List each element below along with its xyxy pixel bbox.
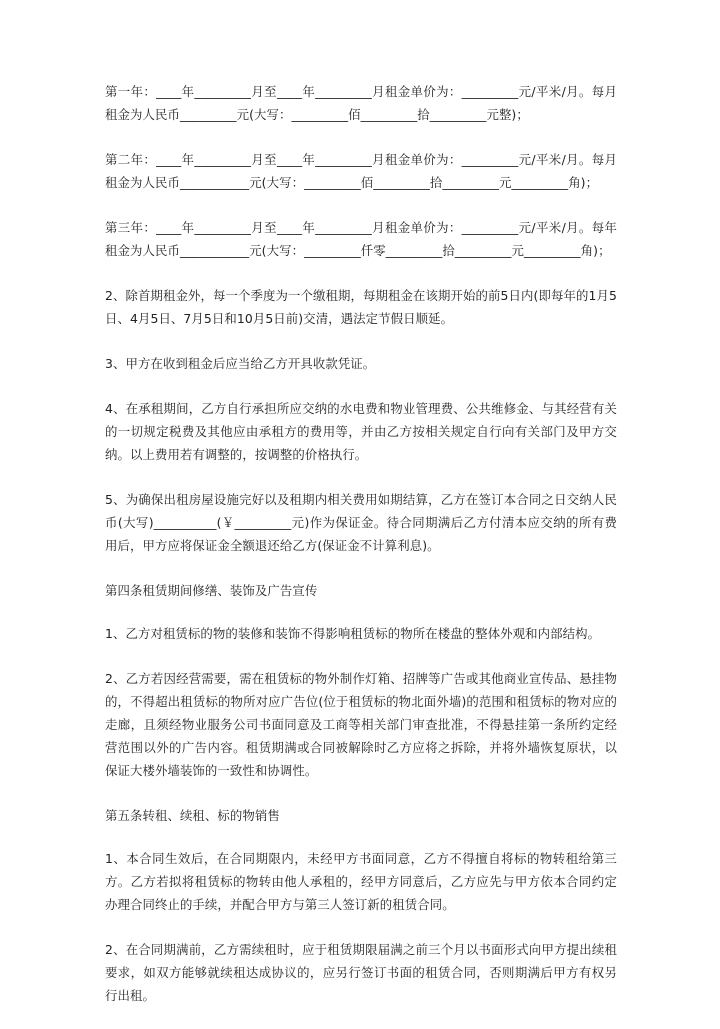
paragraph-sublease: 1、本合同生效后，在合同期限内，未经甲方书面同意，乙方不得擅自将标的物转租给第三方。乙方若拟将租赁标的物转由他人承租的，经甲方同意后，乙方应先与甲方依本合同约定办理合同终止的手续，并配合甲方与第三人签订新的租赁合同。 (105, 851, 617, 912)
paragraph-rent-year-2: 第二年：____年_________月至____年_________月租金单价为：_________元/平米/月。每月租金为人民币___________元(大写：_________佰_________拾_________元_________角)； (105, 152, 617, 190)
paragraph-advertising: 2、乙方若因经营需要，需在租赁标的物外制作灯箱、招牌等广告或其他商业宣传品、悬挂物的，不得超出租赁标的物所对应广告位(位于租赁标的物北面外墙)的范围和租赁标的物对应的走廊，且须经物业服务公司书面同意及工商等相关部门审查批准，不得悬挂第一条所约定经营范围以外的广告内容。租赁期满或合同被解除时乙方应将之拆除，并将外墙恢复原状，以保证大楼外墙装饰的一致性和协调性。 (105, 671, 617, 778)
document-page (105, 80, 617, 1029)
paragraph-renewal: 2、在合同期满前，乙方需续租时，应于租赁期限届满之前三个月以书面形式向甲方提出续租要求，如双方能够就续租达成协议的，应另行签订书面的租赁合同，否则期满后甲方有权另行出租。 (105, 942, 617, 1003)
paragraph-receipt: 3、甲方在收到租金后应当给乙方开具收款凭证。 (105, 356, 376, 371)
paragraph-deposit: 5、为确保出租房屋设施完好以及租期内相关费用如期结算，乙方在签订本合同之日交纳人民币(大写)__________(￥_________元)作为保证金。待合同期满后乙方付清本应交纳的所有费用后，甲方应将保证金全额退还给乙方(保证金不计算利息)。 (105, 492, 617, 553)
paragraph-rent-year-1: 第一年：____年_________月至____年_________月租金单价为：_________元/平米/月。每月租金为人民币_________元(大写：_________佰_________拾_________元整)； (105, 84, 617, 122)
paragraph-rent-year-3: 第三年：____年_________月至____年_________月租金单价为：_________元/平米/月。每年租金为人民币___________元(大写：_________仟零_________拾_________元_________角)； (105, 220, 617, 258)
paragraph-payment-schedule: 2、除首期租金外，每一个季度为一个缴租期，每期租金在该期开始的前5日内(即每年的1月5日、4月5日、7月5日和10月5日前)交清，遇法定节假日顺延。 (105, 288, 617, 326)
section-heading-article-5: 第五条转租、续租、标的物销售 (105, 808, 280, 823)
paragraph-fees: 4、在承租期间，乙方自行承担所应交纳的水电费和物业管理费、公共维修金、与其经营有关的一切规定税费及其他应由承租方的费用等，并由乙方按相关规定自行向有关部门及甲方交纳。以上费用若有调整的，按调整的价格执行。 (105, 401, 617, 462)
section-heading-article-4: 第四条租赁期间修缮、装饰及广告宣传 (105, 583, 318, 598)
paragraph-decoration: 1、乙方对租赁标的物的装修和装饰不得影响租赁标的物所在楼盘的整体外观和内部结构。 (105, 626, 601, 641)
